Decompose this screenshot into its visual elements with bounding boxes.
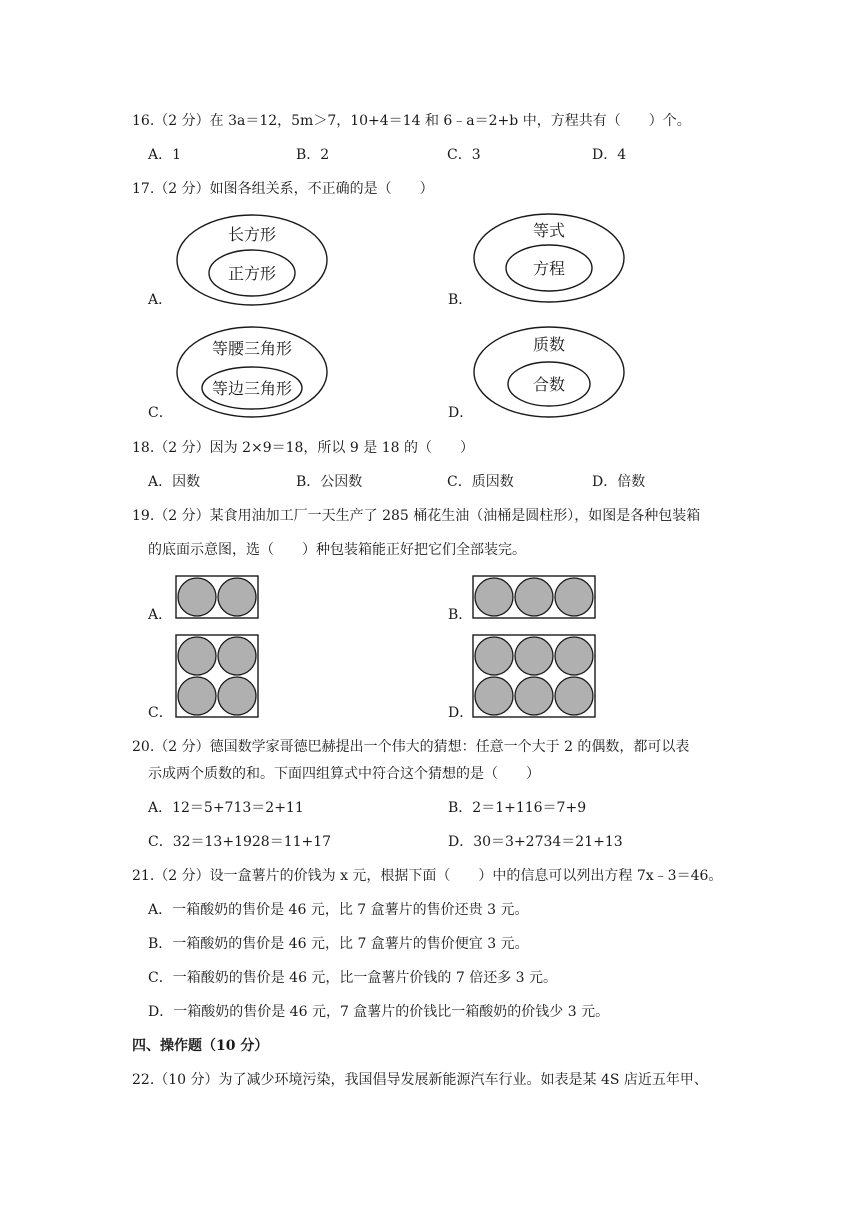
q21-option-b[interactable]: B．一箱酸奶的售价是 46 元，比 7 盒薯片的售价便宜 3 元。	[148, 936, 529, 952]
q17-option-d[interactable]: D．	[448, 405, 474, 421]
q16-stem: 16.（2 分）在 3a＝12，5m＞7，10+4＝14 和 6﹣a＝2+b 中，方程共有（ ）个。	[132, 113, 691, 129]
oil-barrel-circle	[178, 677, 216, 715]
q19-stem-line2: 的底面示意图，选（ ）种包装箱能正好把它们全部装完。	[148, 542, 526, 558]
oil-barrel-circle	[475, 578, 513, 616]
q19-box-c	[175, 634, 259, 718]
q19-option-c[interactable]: C．	[148, 705, 173, 721]
q17-d-inner-label: 合数	[532, 375, 566, 394]
oil-barrel-circle	[178, 637, 216, 675]
oil-barrel-circle	[218, 637, 256, 675]
q17-diagram-a	[176, 212, 328, 308]
oil-barrel-circle	[555, 677, 593, 715]
q20-stem-line2: 示成两个质数的和。下面四组算式中符合这个猜想的是（ ）	[148, 766, 540, 782]
q17-diagram-b	[473, 212, 625, 308]
q17-option-c[interactable]: C．	[148, 405, 173, 421]
oil-barrel-circle	[178, 578, 216, 616]
oil-barrel-circle	[475, 677, 513, 715]
q22-stem: 22.（10 分）为了减少环境污染，我国倡导发展新能源汽车行业。如表是某 4S 店近五年甲、	[132, 1072, 708, 1088]
q21-option-d[interactable]: D．一箱酸奶的售价是 46 元，7 盒薯片的价钱比一箱酸奶的价钱少 3 元。	[148, 1004, 610, 1020]
q19-box-a	[175, 575, 259, 619]
q17-diagram-d	[473, 325, 625, 421]
q17-d-outer-label: 质数	[532, 335, 566, 354]
section-4-heading: 四、操作题（10 分）	[132, 1038, 269, 1054]
q17-c-inner-label: 等边三角形	[211, 379, 293, 398]
q16-option-a[interactable]: A．1	[148, 147, 182, 163]
q16-option-d[interactable]: D．4	[592, 147, 627, 163]
q17-b-outer-label: 等式	[532, 221, 566, 240]
q17-b-inner-label: 方程	[532, 259, 566, 278]
q18-stem: 18.（2 分）因为 2×9＝18，所以 9 是 18 的（ ）	[132, 440, 474, 456]
q20-option-a[interactable]: A．12＝5+713＝2+11	[148, 800, 304, 816]
q17-option-a[interactable]: A．	[148, 292, 173, 308]
q17-option-b[interactable]: B．	[448, 292, 473, 308]
oil-barrel-circle	[218, 677, 256, 715]
q20-option-b[interactable]: B．2＝1+116＝7+9	[448, 800, 587, 816]
q17-diagram-c	[176, 325, 328, 421]
oil-barrel-circle	[475, 637, 513, 675]
q17-c-outer-label: 等腰三角形	[211, 339, 293, 358]
q18-option-d[interactable]: D．倍数	[592, 474, 646, 490]
q21-option-c[interactable]: C．一箱酸奶的售价是 46 元，比一盒薯片价钱的 7 倍还多 3 元。	[148, 970, 558, 986]
q20-stem-line1: 20.（2 分）德国数学家哥德巴赫提出一个伟大的猜想：任意一个大于 2 的偶数，都可以表	[132, 739, 690, 755]
q19-option-a[interactable]: A．	[148, 607, 173, 623]
q19-stem-line1: 19.（2 分）某食用油加工厂一天生产了 285 桶花生油（油桶是圆柱形），如图是各种包装箱	[132, 508, 701, 524]
oil-barrel-circle	[515, 578, 553, 616]
oil-barrel-circle	[515, 637, 553, 675]
oil-barrel-circle	[515, 677, 553, 715]
q16-option-c[interactable]: C．3	[447, 147, 481, 163]
q19-box-b	[472, 575, 596, 619]
q19-option-b[interactable]: B．	[448, 607, 473, 623]
q18-option-c[interactable]: C．质因数	[447, 474, 514, 490]
q18-option-b[interactable]: B．公因数	[296, 474, 363, 490]
q19-option-d[interactable]: D．	[448, 705, 474, 721]
oil-barrel-circle	[555, 578, 593, 616]
q19-box-d	[472, 634, 596, 718]
oil-barrel-circle	[218, 578, 256, 616]
q17-stem: 17.（2 分）如图各组关系，不正确的是（ ）	[132, 181, 434, 197]
oil-barrel-circle	[555, 637, 593, 675]
q21-option-a[interactable]: A．一箱酸奶的售价是 46 元，比 7 盒薯片的售价还贵 3 元。	[148, 902, 529, 918]
q18-option-a[interactable]: A．因数	[148, 474, 201, 490]
q20-option-d[interactable]: D．30＝3+2734＝21+13	[448, 834, 623, 850]
q16-option-b[interactable]: B．2	[296, 147, 330, 163]
q21-stem: 21.（2 分）设一盒薯片的价钱为 x 元，根据下面（ ）中的信息可以列出方程 7x﹣3＝46。	[132, 868, 723, 884]
q17-a-outer-label: 长方形	[227, 225, 277, 244]
q17-a-inner-label: 正方形	[227, 264, 277, 283]
q20-option-c[interactable]: C．32＝13+1928＝11+17	[148, 834, 332, 850]
